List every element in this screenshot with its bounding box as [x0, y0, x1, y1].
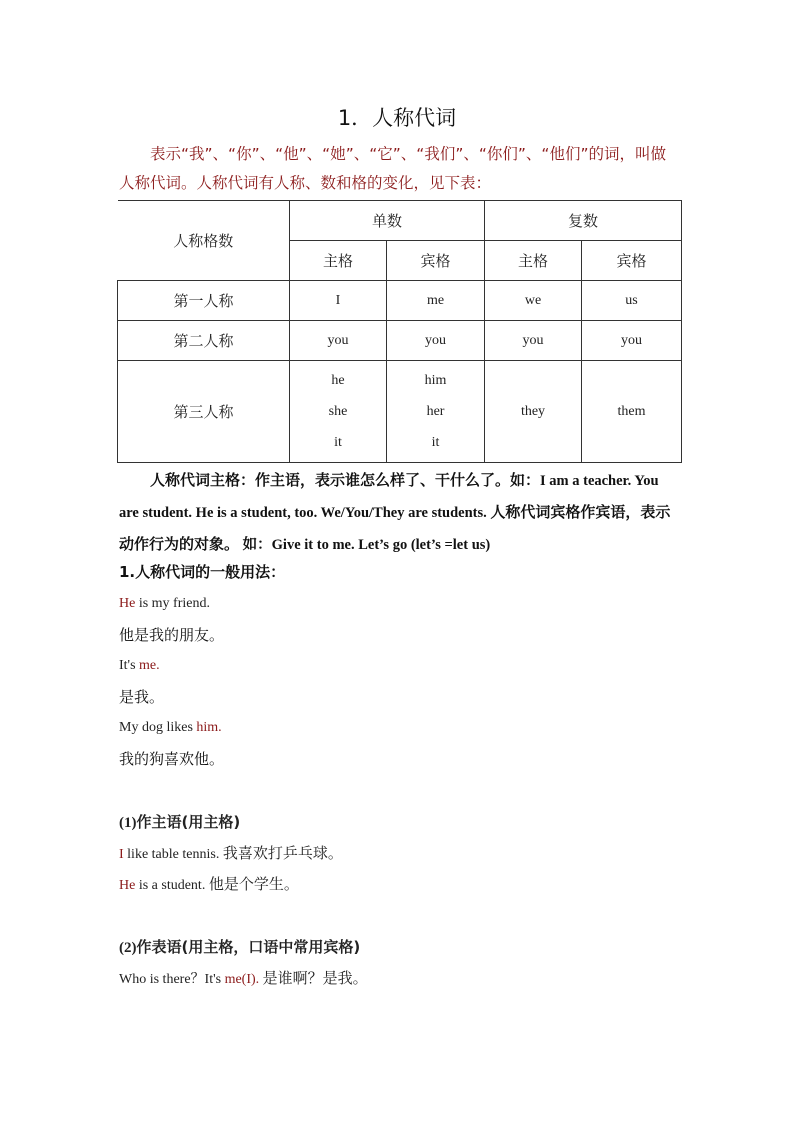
example-translation: 他是我的朋友。	[119, 626, 225, 644]
page-title: 1．人称代词	[337, 106, 457, 130]
example-punct: .	[255, 972, 263, 987]
example-line	[119, 843, 699, 865]
pronoun-highlight: me(I)	[224, 972, 256, 987]
table-row	[118, 361, 682, 463]
example-punct: .	[156, 658, 160, 673]
person-cell: 第一人称	[118, 281, 290, 321]
plural-header: 复数	[485, 201, 682, 241]
plural-object-header: 宾格	[582, 241, 682, 281]
heading-text: 作主语	[136, 813, 182, 831]
heading-note: (用主格，口语中常用宾格)	[181, 938, 361, 956]
singular-object-header: 宾格	[387, 241, 485, 281]
pronoun-it-object: it	[431, 435, 440, 450]
example-translation: 他是个学生。	[208, 875, 299, 893]
pronoun-highlight: me	[139, 658, 157, 673]
singular-subject-cell: you	[290, 321, 387, 361]
intro-paragraph	[119, 140, 679, 198]
singular-object-cell	[387, 361, 485, 463]
singular-header: 单数	[290, 201, 485, 241]
example-text: is a student.	[135, 878, 209, 893]
heading-text: 作表语	[136, 938, 182, 956]
example-text: is my friend.	[135, 596, 210, 611]
singular-object-cell: you	[387, 321, 485, 361]
example-text: My dog likes	[119, 720, 197, 735]
example-line	[119, 656, 699, 676]
heading-number: (2)	[119, 940, 137, 956]
example-punct: .	[218, 720, 222, 735]
example-translation: 我喜欢打乒乓球。	[222, 844, 343, 862]
intro-text: 表示“我”、“你”、“他”、“她”、“它”、“我们”、“你们”、“他们”的词，叫做人称代词。人称代词有人称、数和格的变化，见下表：	[119, 145, 666, 192]
pronoun-highlight: I	[119, 847, 124, 862]
plural-subject-cell: we	[485, 281, 582, 321]
table-row	[118, 281, 682, 321]
example-line	[119, 594, 699, 614]
plural-object-cell: us	[582, 281, 682, 321]
singular-subject-header: 主格	[290, 241, 387, 281]
plural-subject-cell: you	[485, 321, 582, 361]
pronoun-he: he	[331, 373, 345, 388]
pronoun-table	[117, 200, 682, 463]
heading-number: (1)	[119, 815, 137, 831]
pronoun-him: him	[424, 373, 447, 388]
plural-subject-header: 主格	[485, 241, 582, 281]
plural-subject-cell: they	[485, 361, 582, 463]
person-cell: 第三人称	[118, 361, 290, 463]
pronoun-her: her	[426, 404, 445, 419]
explanation-paragraph	[119, 465, 679, 561]
example-translation: 是谁啊？是我。	[262, 969, 368, 987]
plural-object-cell: them	[582, 361, 682, 463]
section3-heading	[119, 937, 699, 958]
pronoun-highlight: him	[196, 720, 219, 735]
pronoun-highlight: He	[119, 878, 136, 893]
example-line	[119, 968, 699, 990]
pronoun-she: she	[328, 404, 348, 419]
heading-note: (用主格)	[181, 813, 241, 831]
pronoun-highlight: He	[119, 596, 136, 611]
example-translation: 我的狗喜欢他。	[119, 750, 225, 768]
example-line	[119, 718, 699, 738]
singular-subject-cell: I	[290, 281, 387, 321]
example-text: Who is there？It's	[119, 972, 225, 987]
example-text: like table tennis.	[123, 847, 223, 862]
singular-object-cell: me	[387, 281, 485, 321]
example-text: It's	[119, 658, 140, 673]
table-row	[118, 321, 682, 361]
explain-subject-examples: I am a teacher. You are student. He is a student, too. We/You/They are students.	[119, 473, 659, 521]
explain-object-examples: 如：Give it to me. Let’s go (let’s =let us)	[242, 537, 491, 553]
singular-subject-cell	[290, 361, 387, 463]
explain-object-text: 人称代词宾格作宾语，表示动作行为的对象。	[119, 503, 671, 553]
example-line	[119, 874, 699, 896]
example-translation: 是我。	[119, 688, 165, 706]
person-cell: 第二人称	[118, 321, 290, 361]
section2-heading	[119, 812, 699, 833]
plural-object-cell: you	[582, 321, 682, 361]
pronoun-it: it	[334, 435, 342, 450]
table-corner-cell: 人称格数	[118, 201, 290, 281]
section1-heading: 1.人称代词的一般用法：	[119, 563, 286, 581]
explain-subject-text: 人称代词主格：作主语，表示谁怎么样了、干什么了。如：	[150, 471, 541, 489]
